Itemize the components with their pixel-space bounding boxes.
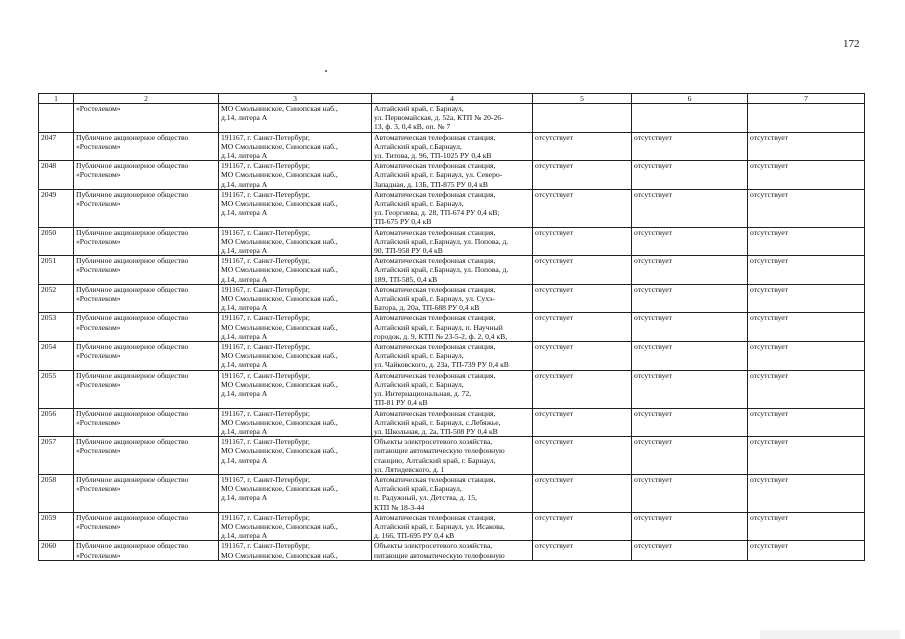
object-description-cell: Автоматическая телефонная станция, Алтайский край, г.Барнаул, п. Радужный, ул. Детства, д. 15, КТП № 18-3-44 — [372, 474, 533, 512]
column-header: 2 — [74, 94, 219, 104]
column-5-cell: отсутствует — [533, 132, 632, 161]
column-5-cell: отсутствует — [533, 227, 632, 256]
address-cell: 191167, г. Санкт-Петербург, МО Смольнинское, Синопская наб., д.14, литера А — [219, 474, 372, 512]
object-description-cell: Алтайский край, г. Барнаул, ул. Первомайская, д. 52а, КТП № 20-26- 13, ф. 3, 0,4 кВ, оп. № 7 — [372, 104, 533, 133]
row-number-cell: 2050 — [39, 227, 74, 256]
owner-cell: Публичное акционерное общество «Ростелеком» — [74, 132, 219, 161]
register-table — [38, 93, 865, 561]
column-7-cell: отсутствует — [748, 284, 865, 313]
row-number-cell: 2054 — [39, 342, 74, 371]
row-number-cell: 2056 — [39, 408, 74, 437]
row-number-cell: 2047 — [39, 132, 74, 161]
address-cell: 191167, г. Санкт-Петербург, МО Смольнинское, Синопская наб., д.14, литера А — [219, 256, 372, 285]
table-row — [39, 161, 865, 190]
column-5-cell — [533, 104, 632, 133]
table-row — [39, 313, 865, 342]
object-description-cell: Автоматическая телефонная станция, Алтайский край, г. Барнаул, ул. Чайковского, д. 23а, ТП-739 РУ 0,4 кВ — [372, 342, 533, 371]
address-cell: 191167, г. Санкт-Петербург, МО Смольнинское, Синопская наб., д.14, литера А — [219, 370, 372, 408]
row-number-cell: 2053 — [39, 313, 74, 342]
column-5-cell: отсутствует — [533, 474, 632, 512]
table-row — [39, 437, 865, 475]
table-row — [39, 256, 865, 285]
address-cell: 191167, г. Санкт-Петербург, МО Смольнинское, Синопская наб., д.14, литера А — [219, 342, 372, 371]
column-6-cell: отсутствует — [632, 512, 748, 541]
object-description-cell: Объекты электросетевого хозяйства, питающие автоматическую телефонную — [372, 541, 533, 560]
column-number-row — [39, 94, 865, 104]
table-row — [39, 512, 865, 541]
address-cell: 191167, г. Санкт-Петербург, МО Смольнинское, Синопская наб., д.14, литера А — [219, 313, 372, 342]
owner-cell: Публичное акционерное общество «Ростелеком» — [74, 474, 219, 512]
column-6-cell: отсутствует — [632, 437, 748, 475]
column-header: 3 — [219, 94, 372, 104]
scan-edge — [760, 630, 900, 639]
column-6-cell: отсутствует — [632, 313, 748, 342]
column-7-cell: отсутствует — [748, 189, 865, 227]
column-6-cell: отсутствует — [632, 256, 748, 285]
object-description-cell: Автоматическая телефонная станция, Алтайский край, г. Барнаул, с.Лебяжье, ул. Школьная, д. 2а, ТП-508 РУ 0,4 кВ — [372, 408, 533, 437]
column-6-cell — [632, 104, 748, 133]
table-row — [39, 104, 865, 133]
owner-cell: Публичное акционерное общество «Ростелеком» — [74, 408, 219, 437]
column-7-cell: отсутствует — [748, 342, 865, 371]
owner-cell: Публичное акционерное общество «Ростелеком» — [74, 313, 219, 342]
address-cell: 191167, г. Санкт-Петербург, МО Смольнинское, Синопская наб., — [219, 541, 372, 560]
row-number-cell: 2060 — [39, 541, 74, 560]
table-row — [39, 370, 865, 408]
column-7-cell: отсутствует — [748, 541, 865, 560]
table-row — [39, 474, 865, 512]
row-number-cell: 2055 — [39, 370, 74, 408]
row-number-cell: 2059 — [39, 512, 74, 541]
address-cell: МО Смольнинское, Синопская наб., д.14, литера А — [219, 104, 372, 133]
object-description-cell: Автоматическая телефонная станция, Алтайский край, г. Барнаул, ул. Северо- Западная, д. 13Б, ТП-875 РУ 0,4 кВ — [372, 161, 533, 190]
column-7-cell: отсутствует — [748, 512, 865, 541]
column-5-cell: отсутствует — [533, 437, 632, 475]
column-header: 4 — [372, 94, 533, 104]
page-number: 172 — [843, 38, 860, 50]
column-6-cell: отсутствует — [632, 541, 748, 560]
object-description-cell: Автоматическая телефонная станция, Алтайский край, г. Барнаул, ул. Исакова, д. 166, ТП-695 РУ 0,4 кВ — [372, 512, 533, 541]
column-5-cell: отсутствует — [533, 161, 632, 190]
address-cell: 191167, г. Санкт-Петербург, МО Смольнинское, Синопская наб., д.14, литера А — [219, 408, 372, 437]
scan-speck — [325, 70, 327, 72]
column-5-cell: отсутствует — [533, 284, 632, 313]
column-5-cell: отсутствует — [533, 370, 632, 408]
column-6-cell: отсутствует — [632, 161, 748, 190]
row-number-cell: 2048 — [39, 161, 74, 190]
object-description-cell: Автоматическая телефонная станция, Алтайский край, г.Барнаул, ул. Попова, д. 90, ТП-958 РУ 0,4 кВ — [372, 227, 533, 256]
row-number-cell: 2057 — [39, 437, 74, 475]
column-6-cell: отсутствует — [632, 189, 748, 227]
table-row — [39, 408, 865, 437]
column-5-cell: отсутствует — [533, 189, 632, 227]
column-6-cell: отсутствует — [632, 132, 748, 161]
column-header: 5 — [533, 94, 632, 104]
address-cell: 191167, г. Санкт-Петербург, МО Смольнинское, Синопская наб., д.14, литера А — [219, 284, 372, 313]
object-description-cell: Автоматическая телефонная станция, Алтайский край, г.Барнаул, ул. Попова, д. 189, ТП-585, 0,4 кВ — [372, 256, 533, 285]
column-5-cell: отсутствует — [533, 342, 632, 371]
object-description-cell: Объекты электросетевого хозяйства, питающие автоматическую телефонную станцию, Алтайский край, г. Барнаул, ул. Лятидевского, д. 1 — [372, 437, 533, 475]
row-number-cell: 2049 — [39, 189, 74, 227]
column-6-cell: отсутствует — [632, 342, 748, 371]
column-5-cell: отсутствует — [533, 256, 632, 285]
column-5-cell: отсутствует — [533, 512, 632, 541]
column-header: 1 — [39, 94, 74, 104]
column-6-cell: отсутствует — [632, 370, 748, 408]
column-header: 7 — [748, 94, 865, 104]
owner-cell: Публичное акционерное общество «Ростелеком» — [74, 437, 219, 475]
table-row — [39, 132, 865, 161]
table-row — [39, 284, 865, 313]
column-7-cell: отсутствует — [748, 408, 865, 437]
object-description-cell: Автоматическая телефонная станция, Алтайский край, г. Барнаул, ул. Интернациональная, д. 72, ТП-81 РУ 0,4 кВ — [372, 370, 533, 408]
column-7-cell: отсутствует — [748, 437, 865, 475]
owner-cell: Публичное акционерное общество «Ростелеком» — [74, 541, 219, 560]
table-row — [39, 227, 865, 256]
column-7-cell: отсутствует — [748, 161, 865, 190]
table-row — [39, 189, 865, 227]
column-7-cell — [748, 104, 865, 133]
column-7-cell: отсутствует — [748, 227, 865, 256]
column-7-cell: отсутствует — [748, 132, 865, 161]
object-description-cell: Автоматическая телефонная станция, Алтайский край, г. Барнаул, п. Научный городок, д. 9, КТП № 23-5-2, ф. 2, 0,4 кВ, — [372, 313, 533, 342]
address-cell: 191167, г. Санкт-Петербург, МО Смольнинское, Синопская наб., д.14, литера А — [219, 512, 372, 541]
register-rows — [39, 104, 865, 561]
owner-cell: Публичное акционерное общество «Ростелеком» — [74, 161, 219, 190]
owner-cell: Публичное акционерное общество «Ростелеком» — [74, 342, 219, 371]
owner-cell: Публичное акционерное общество «Ростелеком» — [74, 189, 219, 227]
column-6-cell: отсутствует — [632, 227, 748, 256]
column-6-cell: отсутствует — [632, 284, 748, 313]
object-description-cell: Автоматическая телефонная станция, Алтайский край, г. Барнаул, ул. Сухэ- Батора, д. 20а, ТП-688 РУ 0,4 кВ — [372, 284, 533, 313]
column-7-cell: отсутствует — [748, 370, 865, 408]
column-5-cell: отсутствует — [533, 313, 632, 342]
row-number-cell: 2051 — [39, 256, 74, 285]
column-6-cell: отсутствует — [632, 408, 748, 437]
row-number-cell — [39, 104, 74, 133]
column-6-cell: отсутствует — [632, 474, 748, 512]
address-cell: 191167, г. Санкт-Петербург, МО Смольнинское, Синопская наб., д.14, литера А — [219, 132, 372, 161]
column-header: 6 — [632, 94, 748, 104]
owner-cell: Публичное акционерное общество «Ростелеком» — [74, 227, 219, 256]
object-description-cell: Автоматическая телефонная станция, Алтайский край, г.Барнаул, ул. Титова, д. 96, ТП-1025 РУ 0,4 кВ — [372, 132, 533, 161]
owner-cell: «Ростелеком» — [74, 104, 219, 133]
object-description-cell: Автоматическая телефонная станция, Алтайский край, г. Барнаул, ул. Георгиева, д. 28, ТП-674 РУ 0,4 кВ; ТП-675 РУ 0,4 кВ — [372, 189, 533, 227]
row-number-cell: 2058 — [39, 474, 74, 512]
address-cell: 191167, г. Санкт-Петербург, МО Смольнинское, Синопская наб., д.14, литера А — [219, 189, 372, 227]
column-7-cell: отсутствует — [748, 474, 865, 512]
column-7-cell: отсутствует — [748, 313, 865, 342]
owner-cell: Публичное акционерное общество «Ростелеком» — [74, 284, 219, 313]
owner-cell: Публичное акционерное общество «Ростелеком» — [74, 370, 219, 408]
table-row — [39, 541, 865, 560]
address-cell: 191167, г. Санкт-Петербург, МО Смольнинское, Синопская наб., д.14, литера А — [219, 227, 372, 256]
address-cell: 191167, г. Санкт-Петербург, МО Смольнинское, Синопская наб., д.14, литера А — [219, 161, 372, 190]
table-row — [39, 342, 865, 371]
row-number-cell: 2052 — [39, 284, 74, 313]
owner-cell: Публичное акционерное общество «Ростелеком» — [74, 256, 219, 285]
column-5-cell: отсутствует — [533, 541, 632, 560]
address-cell: 191167, г. Санкт-Петербург, МО Смольнинское, Синопская наб., д.14, литера А — [219, 437, 372, 475]
owner-cell: Публичное акционерное общество «Ростелеком» — [74, 512, 219, 541]
column-7-cell: отсутствует — [748, 256, 865, 285]
column-5-cell: отсутствует — [533, 408, 632, 437]
